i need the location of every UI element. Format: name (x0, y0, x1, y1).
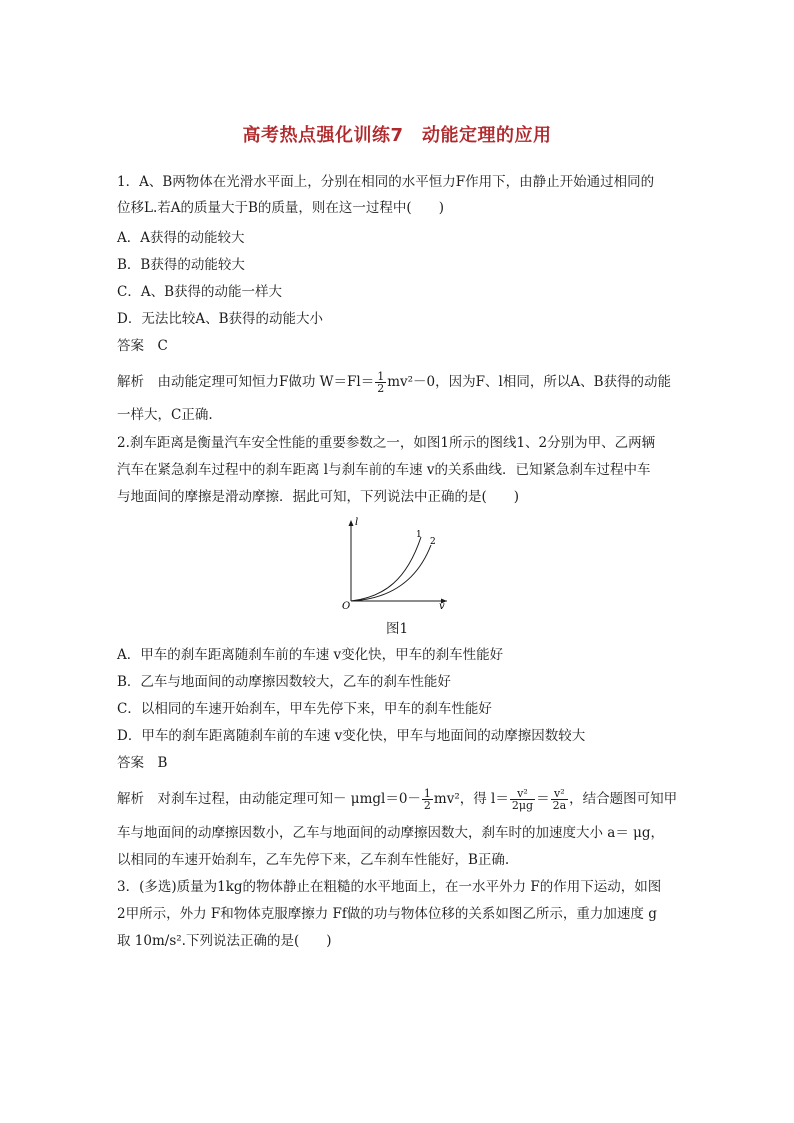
fraction-denominator: 2a (552, 799, 567, 812)
fraction-numerator: 1 (423, 787, 431, 800)
q2-option-d: D．甲车的刹车距离随刹车前的车速 v变化快，甲车与地面间的动摩擦因数较大 (117, 728, 586, 744)
q2-analysis-mid: mv²，得 l＝ (433, 791, 509, 807)
fraction-denominator: 2 (377, 382, 385, 395)
q2-analysis-fraction-3 (551, 788, 569, 811)
q1-option-c: C．A、B获得的动能一样大 (117, 284, 282, 300)
origin-label: O (342, 601, 351, 610)
fraction-numerator: 1 (377, 370, 385, 383)
q1-stem-line-2: 位移L.若A的质量大于B的质量，则在这一过程中( ) (117, 200, 444, 216)
fraction-numerator: v² (551, 788, 569, 800)
q1-analysis-pre: 解析 由动能定理可知恒力F做功 W＝Fl＝ (117, 374, 375, 390)
q3-stem-line-1: 3．(多选)质量为1kg的物体静止在粗糙的水平地面上，在一水平外力 F的作用下运动，如图 (117, 879, 662, 895)
q2-analysis-equals: ＝ (536, 791, 550, 807)
q3-stem-line-3: 取 10m/s².下列说法正确的是( ) (117, 933, 332, 949)
q2-stem-line-1: 2.刹车距离是衡量汽车安全性能的重要参数之一，如图1所示的图线1、2分别为甲、乙两辆 (117, 435, 656, 451)
y-axis-label: l (355, 517, 359, 528)
q2-option-b: B．乙车与地面间的动摩擦因数较大，乙车的刹车性能好 (117, 674, 451, 690)
q2-stem-line-3: 与地面间的摩擦是滑动摩擦．据此可知，下列说法中正确的是( ) (117, 489, 520, 505)
q2-stem-line-2: 汽车在紧急刹车过程中的刹车距离 l与刹车前的车速 v的关系曲线．已知紧急刹车过程中车 (117, 462, 651, 478)
q1-analysis-fraction (375, 371, 386, 394)
q2-figure-graph (335, 515, 455, 610)
y-axis-arrow (349, 520, 354, 526)
curve-2-label: 2 (430, 537, 436, 547)
q1-analysis-mid: mv²－0，因为F、l相同，所以A、B获得的动能 (387, 374, 672, 390)
fraction-denominator: 2μg (511, 799, 534, 812)
curve-1 (351, 537, 421, 601)
q1-option-b: B．B获得的动能较大 (117, 257, 245, 273)
q2-option-a: A．甲车的刹车距离随刹车前的车速 v变化快，甲车的刹车性能好 (117, 647, 504, 663)
q1-stem-line-1: 1．A、B两物体在光滑水平面上，分别在相同的水平恒力F作用下，由静止开始通过相同的 (117, 174, 655, 190)
q2-option-c: C．以相同的车速开始刹车，甲车先停下来，甲车的刹车性能好 (117, 701, 492, 717)
q1-option-a: A．A获得的动能较大 (117, 230, 245, 246)
curve-2 (351, 545, 431, 601)
q2-analysis-line-2: 车与地面间的动摩擦因数小，乙车与地面间的动摩擦因数大，刹车时的加速度大小 a＝ μg， (117, 825, 665, 841)
q2-analysis-line-1 (117, 788, 682, 811)
q2-analysis-line-3: 以相同的车速开始刹车，乙车先停下来，乙车刹车性能好，B正确. (117, 852, 510, 868)
page-title: 高考热点强化训练7 动能定理的应用 (242, 125, 552, 146)
fraction-numerator: v² (510, 788, 535, 800)
q1-analysis-line-2: 一样大，C正确. (117, 407, 213, 423)
curve-1-label: 1 (416, 530, 422, 540)
q2-analysis-fraction-1 (422, 788, 433, 811)
q1-analysis-line-1 (117, 371, 682, 394)
q1-option-d: D．无法比较A、B获得的动能大小 (117, 311, 323, 327)
q2-analysis-post: ，结合题图可知甲 (569, 791, 678, 807)
q2-analysis-pre: 解析 对刹车过程，由动能定理可知－ μmgl＝0－ (117, 791, 421, 807)
q3-stem-line-2: 2甲所示，外力 F和物体克服摩擦力 Ff做的功与物体位移的关系如图乙所示，重力加速度 g (117, 906, 657, 922)
q2-answer: 答案 B (117, 755, 168, 771)
q1-answer: 答案 C (117, 338, 168, 354)
q2-figure-caption: 图1 (385, 621, 409, 637)
fraction-denominator: 2 (423, 799, 431, 812)
q2-analysis-fraction-2 (510, 788, 535, 811)
x-axis-label: v (439, 601, 445, 610)
